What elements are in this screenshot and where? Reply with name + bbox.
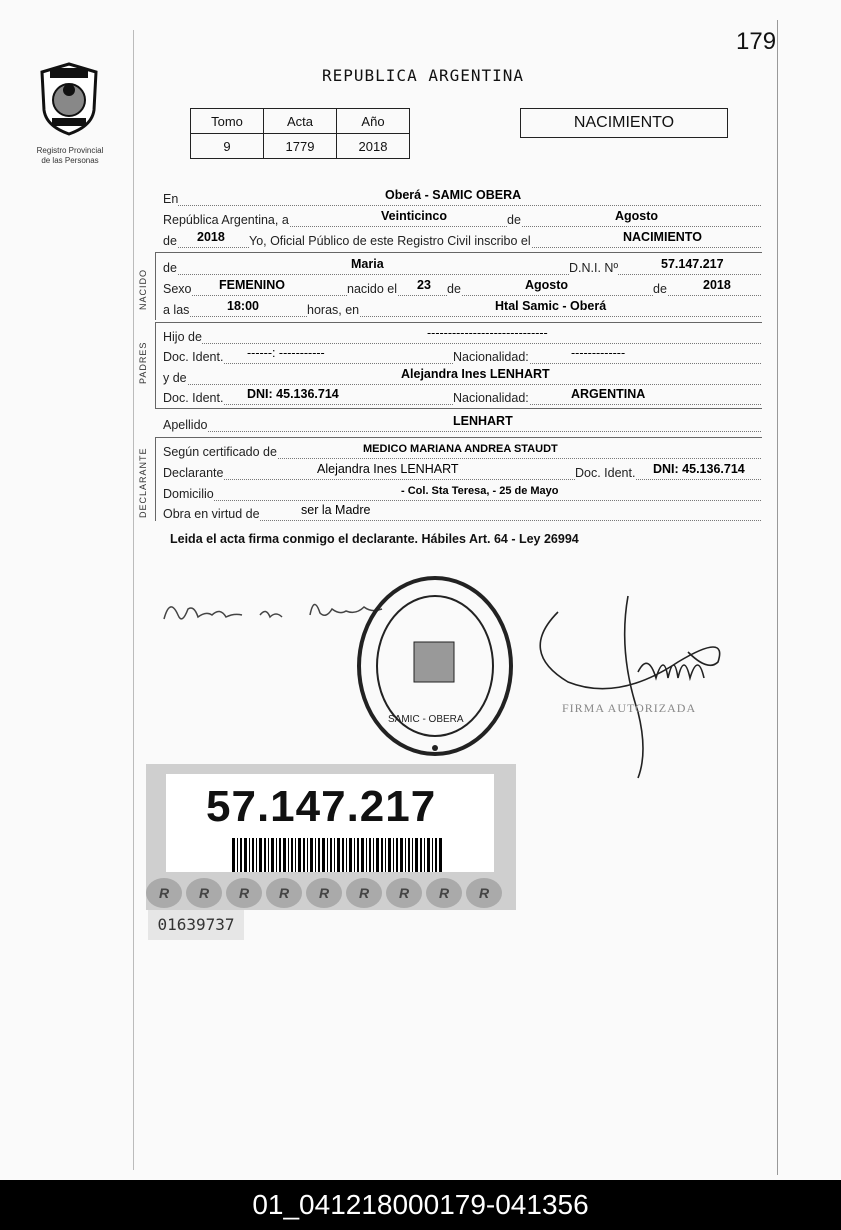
- row-doc2: [163, 389, 761, 407]
- de-name-label: de: [163, 261, 177, 275]
- nac1-label: Nacionalidad:: [453, 350, 529, 364]
- birth-year-value: 2018: [703, 278, 731, 292]
- year-value: 2018: [197, 230, 225, 244]
- obra-value: ser la Madre: [301, 503, 371, 517]
- acta-header: Acta: [264, 109, 337, 134]
- official-oval-stamp: [352, 572, 518, 760]
- month-value: Agosto: [615, 209, 659, 223]
- tomo-header: Tomo: [191, 109, 264, 134]
- alas-label: a las: [163, 303, 190, 317]
- hijo-value: -----------------------------: [427, 326, 548, 340]
- registro-provincial-logo-icon: [36, 60, 102, 138]
- r-mark: R: [386, 878, 422, 908]
- r-mark: R: [466, 878, 502, 908]
- section-divider: [155, 252, 762, 253]
- doc2-value: DNI: 45.136.714: [247, 387, 339, 401]
- yde-label: y de: [163, 371, 187, 385]
- declarante-side-divider: [155, 437, 156, 521]
- row-republica: [163, 211, 761, 229]
- dom-label: Domicilio: [163, 487, 214, 501]
- declarante-side-label: DECLARANTE: [138, 447, 148, 518]
- row-hijo: [163, 328, 761, 346]
- nac1-value: -------------: [571, 346, 626, 360]
- doc1-label: Doc. Ident.: [163, 350, 224, 364]
- row-year: [163, 232, 761, 250]
- page-right-border: [777, 20, 778, 1175]
- sticker-r-pattern: [146, 878, 516, 910]
- en-label: En: [163, 192, 179, 206]
- scan-footer-filename: 01_041218000179-041356: [0, 1180, 841, 1230]
- birth-de-label: de: [447, 282, 461, 296]
- r-mark: R: [226, 878, 262, 908]
- hijo-label: Hijo de: [163, 330, 202, 344]
- r-mark: R: [426, 878, 462, 908]
- row-en: [163, 190, 761, 208]
- sexo-value: FEMENINO: [219, 278, 285, 292]
- doc2-label: Doc. Ident.: [163, 391, 224, 405]
- authorized-signature: [528, 592, 748, 782]
- dni-label: D.N.I. Nº: [569, 261, 619, 275]
- row-certificado: [163, 443, 761, 461]
- padres-side-label: PADRES: [138, 341, 148, 384]
- de-year-label: de: [163, 234, 177, 248]
- tomo-value: 9: [191, 134, 264, 159]
- r-mark: R: [266, 878, 302, 908]
- logo-caption: [20, 146, 120, 166]
- section-divider: [155, 322, 762, 323]
- nacido-side-label: NACIDO: [138, 268, 148, 310]
- row-apellido: [163, 416, 761, 434]
- sticker-number: 57.147.217: [206, 782, 437, 831]
- ano-header: Año: [337, 109, 410, 134]
- hora-value: 18:00: [227, 299, 259, 313]
- record-type-box: NACIMIENTO: [520, 108, 728, 138]
- oficial-text: Yo, Oficial Público de este Registro Civil inscribo el: [249, 234, 531, 248]
- barcode-icon: [232, 838, 442, 872]
- r-mark: R: [146, 878, 182, 908]
- sticker-white-area: [166, 774, 494, 872]
- acto-value: NACIMIENTO: [623, 230, 702, 244]
- row-hora: [163, 301, 761, 319]
- firma-autorizada-text: FIRMA AUTORIZADA: [562, 701, 697, 715]
- row-declarante: [163, 464, 761, 482]
- nac2-label: Nacionalidad:: [453, 391, 529, 405]
- row-sexo: [163, 280, 761, 298]
- row-doc1: [163, 348, 761, 366]
- obra-label: Obra en virtud de: [163, 507, 260, 521]
- de-label: de: [507, 213, 521, 227]
- r-mark: R: [306, 878, 342, 908]
- horas-en-label: horas, en: [307, 303, 360, 317]
- nac2-value: ARGENTINA: [571, 387, 646, 401]
- section-divider: [155, 408, 762, 409]
- name-value: Maria: [351, 257, 384, 271]
- cert-value: MEDICO MARIANA ANDREA STAUDT: [363, 443, 558, 455]
- tomo-acta-ano-table: [190, 108, 410, 159]
- serial-number: 01639737: [148, 910, 244, 940]
- decl-label: Declarante: [163, 466, 224, 480]
- logo-caption-line-2: de las Personas: [41, 156, 99, 165]
- decl-value: Alejandra Ines LENHART: [317, 462, 459, 476]
- page-number: 179: [736, 28, 777, 55]
- dni-sticker: [146, 764, 516, 910]
- dni-value: 57.147.217: [661, 257, 724, 271]
- decl-doc-label: Doc. Ident.: [575, 466, 636, 480]
- row-domicilio: [163, 485, 761, 503]
- legal-text: Leida el acta firma conmigo el declarante. Hábiles Art. 64 - Ley 26994: [170, 532, 579, 546]
- apellido-label: Apellido: [163, 418, 208, 432]
- cert-label: Según certificado de: [163, 445, 277, 459]
- r-mark: R: [186, 878, 222, 908]
- row-madre: [163, 369, 761, 387]
- doc1-value: ------: -----------: [247, 346, 325, 360]
- stamp-bottom-text: SAMIC - OBERA: [388, 714, 464, 725]
- apellido-value: LENHART: [453, 414, 513, 428]
- nacido-el-label: nacido el: [347, 282, 398, 296]
- page-left-border: [133, 30, 134, 1170]
- ano-value: 2018: [337, 134, 410, 159]
- en-value: Oberá - SAMIC OBERA: [385, 188, 522, 202]
- nacido-side-divider: [155, 252, 156, 320]
- row-obra: [163, 505, 761, 523]
- birth-month-value: Agosto: [525, 278, 569, 292]
- padres-side-divider: [155, 322, 156, 408]
- logo-caption-line-1: Registro Provincial: [36, 146, 104, 155]
- lugar-value: Htal Samic - Oberá: [495, 299, 607, 313]
- birth-day-value: 23: [417, 278, 431, 292]
- day-value: Veinticinco: [381, 209, 447, 223]
- section-divider: [155, 437, 762, 438]
- sexo-label: Sexo: [163, 282, 192, 296]
- madre-value: Alejandra Ines LENHART: [401, 367, 550, 381]
- birth-de2-label: de: [653, 282, 667, 296]
- row-nombre: [163, 259, 761, 277]
- r-mark: R: [346, 878, 382, 908]
- republica-label: República Argentina, a: [163, 213, 289, 227]
- decl-doc-value: DNI: 45.136.714: [653, 462, 745, 476]
- document-title: REPUBLICA ARGENTINA: [322, 66, 525, 85]
- acta-value: 1779: [264, 134, 337, 159]
- dom-value: - Col. Sta Teresa, - 25 de Mayo: [401, 485, 559, 497]
